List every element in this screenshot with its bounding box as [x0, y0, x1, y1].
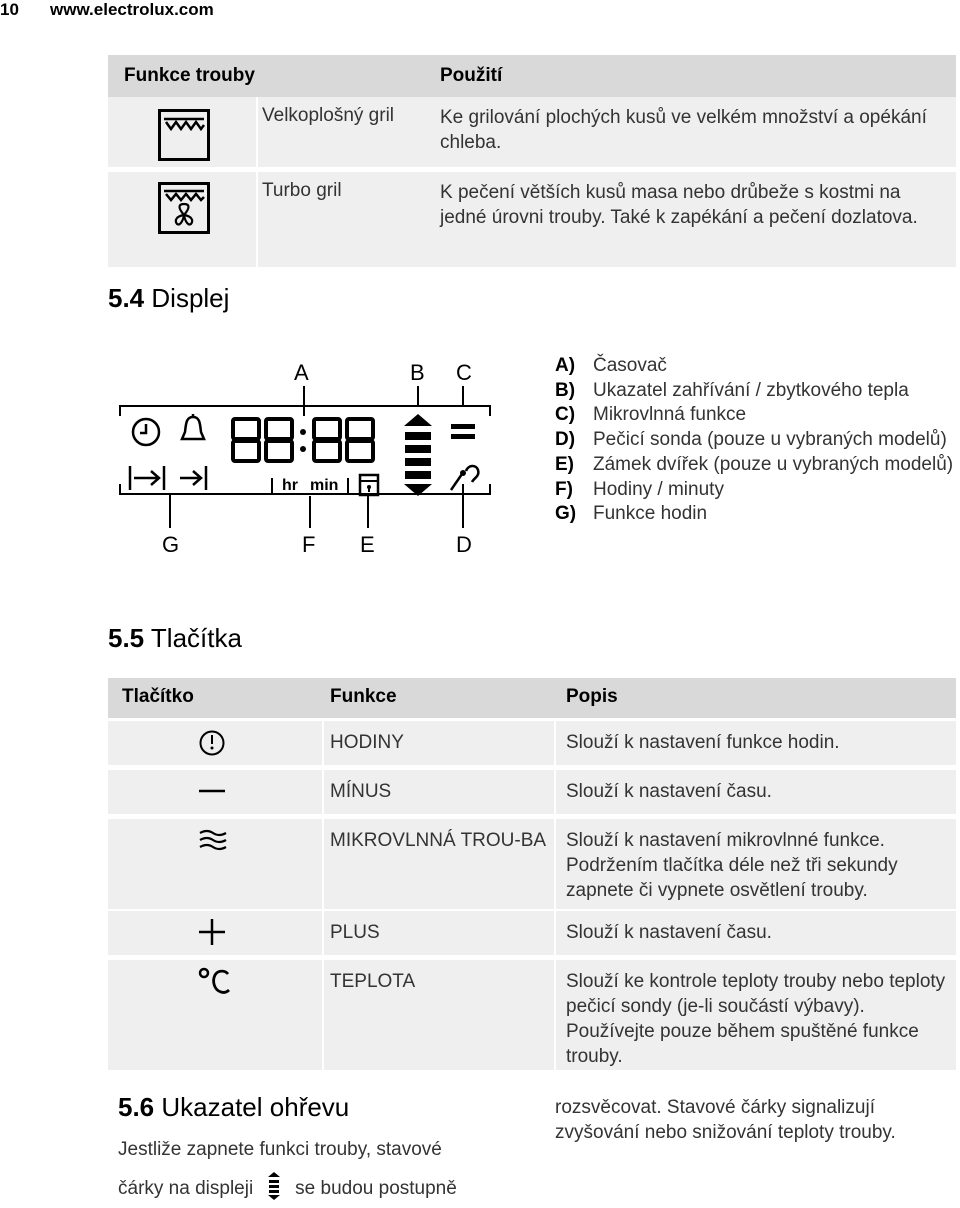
section-title-tlacitka: 5.5 Tlačítka — [108, 623, 242, 654]
button-description: Slouží k nastavení funkce hodin. — [566, 730, 956, 755]
table-row — [108, 960, 956, 1070]
button-description: Slouží k nastavení času. — [566, 920, 956, 945]
table-row — [108, 819, 956, 909]
display-legend — [555, 354, 955, 527]
temperature-icon — [198, 966, 232, 1001]
grill-icon — [158, 109, 210, 166]
label-d: D — [456, 532, 472, 558]
table-row — [108, 770, 956, 814]
turbo-grill-icon — [158, 182, 210, 239]
buttons-col-description: Popis — [566, 686, 618, 708]
buttons-col-function: Funkce — [330, 686, 397, 708]
label-a: A — [294, 360, 309, 386]
button-function: MIKROVLNNÁ TROU-BA — [330, 828, 552, 853]
function-name: Turbo gril — [262, 180, 342, 202]
page-number: 10 — [0, 0, 19, 20]
buttons-table-header — [108, 678, 956, 718]
clock-icon — [198, 729, 226, 762]
function-description: K pečení větších kusů masa nebo drůbeže s kostmi na jedné úrovni trouby. Také k zapékání a pečení dozlatova. — [440, 180, 940, 230]
function-description: Ke grilování plochých kusů ve velkém množství a opékání chleba. — [440, 105, 940, 155]
table-row — [108, 721, 956, 765]
section-title-ukazatel: 5.6 Ukazatel ohřevu — [118, 1092, 349, 1123]
hr-label: hr — [282, 477, 298, 495]
section-56-text-continued: rozsvěcovat. Stavové čárky signalizují zvyšování nebo snižování teploty trouby. — [555, 1096, 955, 1145]
table-row — [108, 911, 956, 955]
plus-icon — [198, 918, 226, 951]
door-lock-icon — [358, 473, 380, 502]
label-b: B — [410, 360, 425, 386]
section-title-displej: 5.4 Displej — [108, 283, 229, 314]
site-url[interactable]: www.electrolux.com — [50, 0, 214, 20]
button-function: TEPLOTA — [330, 969, 558, 994]
list-item: A) Časovač — [555, 354, 955, 379]
microwave-indicator-icon — [450, 422, 476, 447]
heat-indicator-bars — [402, 412, 434, 503]
functions-col-function: Funkce trouby — [124, 65, 255, 87]
label-c: C — [456, 360, 472, 386]
button-function: PLUS — [330, 920, 558, 945]
duration-icon — [128, 464, 168, 497]
label-e: E — [360, 532, 375, 558]
microwave-icon — [198, 827, 228, 858]
list-item: C) Mikrovlnná funkce — [555, 403, 955, 428]
minus-icon — [198, 784, 226, 802]
end-time-icon — [178, 464, 210, 497]
hr-min-bracket — [270, 474, 350, 496]
display-diagram — [118, 356, 498, 566]
table-row — [108, 172, 956, 267]
probe-icon — [448, 462, 482, 497]
section-56-text: Jestliže zapnete funkci trouby, stavové čárky na displeji se budou postupně — [118, 1138, 518, 1208]
function-name: Velkoplošný gril — [262, 105, 394, 127]
min-label: min — [310, 477, 338, 495]
table-row — [108, 97, 956, 167]
button-function: MÍNUS — [330, 779, 558, 804]
label-f: F — [302, 532, 315, 558]
bell-icon — [178, 414, 208, 451]
button-function: HODINY — [330, 730, 558, 755]
list-item: G) Funkce hodin — [555, 502, 955, 527]
list-item: D) Pečicí sonda (pouze u vybraných modelů) — [555, 428, 955, 453]
button-description: Slouží ke kontrole teploty trouby nebo teploty pečicí sondy (je-li součástí výbavy). Používejte pouze během spuštěné funkce trouby. — [566, 969, 956, 1069]
functions-col-usage: Použití — [440, 65, 502, 87]
label-g: G — [162, 532, 179, 558]
list-item: B) Ukazatel zahřívání / zbytkového tepla — [555, 379, 955, 404]
list-item: E) Zámek dvířek (pouze u vybraných modelů) — [555, 453, 955, 478]
functions-table-header — [108, 55, 956, 97]
heat-bars-inline-icon — [267, 1171, 281, 1208]
button-description: Slouží k nastavení času. — [566, 779, 956, 804]
clock-function-icon — [130, 416, 162, 453]
button-description: Slouží k nastavení mikrovlnné funkce. Podržením tlačítka déle než tři sekundy zapnete či vypnete osvětlení trouby. — [566, 828, 956, 903]
list-item: F) Hodiny / minuty — [555, 478, 955, 503]
buttons-col-button: Tlačítko — [122, 686, 194, 708]
clock-digits — [230, 416, 380, 471]
